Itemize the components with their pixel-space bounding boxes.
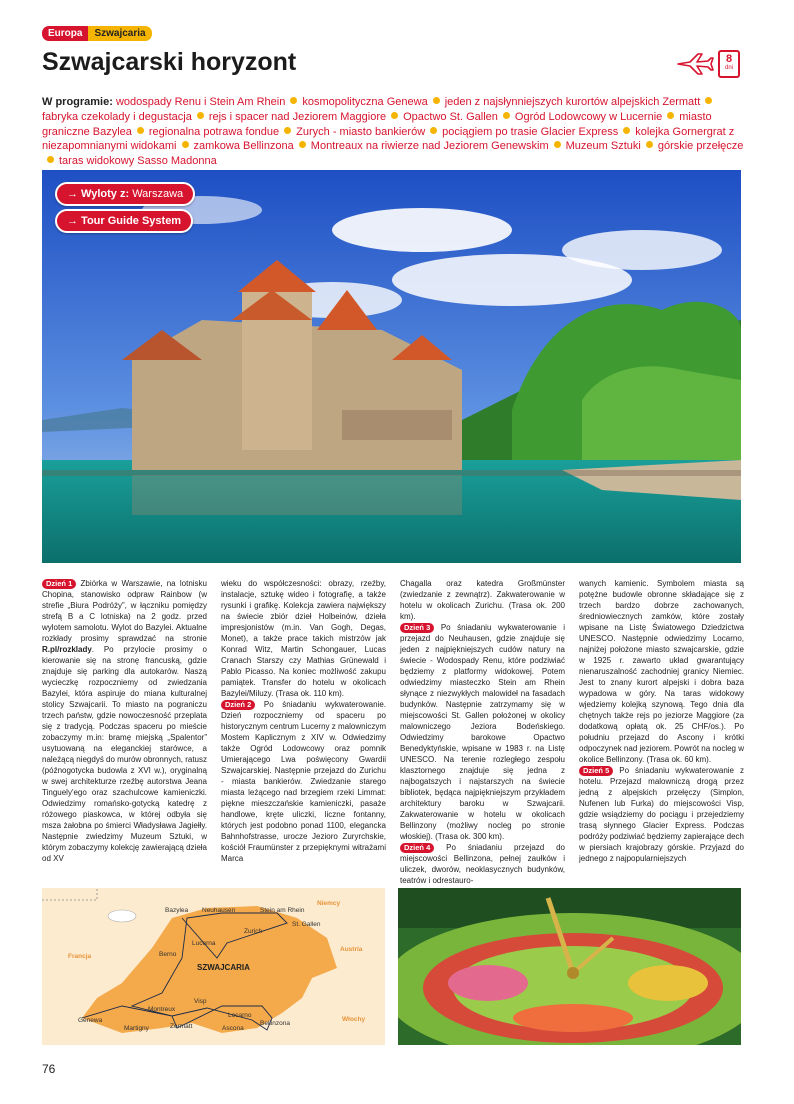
bullet-dot-icon (197, 112, 204, 119)
bullet-dot-icon (299, 141, 306, 148)
bullet-dot-icon (391, 112, 398, 119)
map-city-ascona: Ascona (222, 1025, 244, 1032)
days-badge (718, 50, 740, 78)
bullet-dot-icon (182, 141, 189, 148)
day-3-text: Po śniadaniu wykwaterowanie i przejazd do Neuhausen, gdzie znajduje się jeden z najpiękniejszych cudów natury na świecie - Wodospady Renu, które podziwiać będziemy z platformy widokowej. Potem odwiedzimy miasteczko Stein am Rhein słynące z niezwykłych malowideł na fasadach budynków. Następnie zatrzymamy się w miejscowości St. Gallen położonej w okolicy malowniczego Jeziora Bodeńskiego. Odwiedzimy barokowe Opactwo Benedyktyńskie, wpisane w 1983 r. na Listę UNESCO. Na terenie rozległego zespołu klasztornego znajduje się jedna z najbogatszych i najstarszych na świecie bibliotek, będąca najpiękniejszym przykładem architektury baroku w Szwajcarii. Zakwaterowanie w hotelu w okolicach Bellinzony (możliwy nocleg po stronie włoskiej). (Trasa ok. 300 km). (400, 623, 565, 841)
program-item: zamkowa Bellinzona (193, 140, 294, 153)
flights-label: → Wyloty z: (67, 188, 130, 200)
map-city-st-gallen: St. Gallen (292, 921, 321, 928)
day-1-text-a: Zbiórka w Warszawie, na lotnisku Chopina, stanowisko odpraw Rainbow (w strefie „Biura Podróży”, w łączniku pomiędzy strefą B a C lotniska) na 2 godz. przed wylotem samolotu. Wylot do Bazylei. Aktualne rozkłady prosimy sprawdzać na stronie (42, 579, 207, 643)
program-item: Ogród Lodowcowy w Lucernie (514, 110, 663, 123)
route-map (42, 888, 385, 1045)
bullet-dot-icon (646, 141, 653, 148)
days-number: 8 (725, 53, 733, 65)
plane-icon (676, 52, 714, 76)
map-city-bellinzona: Bellinzona (260, 1020, 290, 1027)
program-item: górskie przełęcze (657, 140, 744, 153)
program-item: Muzeum Sztuki (565, 140, 641, 153)
bullet-dot-icon (47, 156, 54, 163)
program-item: Opactwo St. Gallen (403, 110, 498, 123)
tag-country[interactable]: Szwajcaria (88, 26, 151, 41)
map-city-montreux: Montreux (148, 1006, 176, 1013)
flights-badge[interactable] (55, 182, 195, 206)
day-4-text-b: wanych kamienic. Symbolem miasta są potężne budowle obronne składające się z trzech bardzo dobrze zachowanych, średniowiecznych zamków, które zostały wpisane na Listę Światowego Dziedzictwa UNESCO. Następnie odwiedzimy Locarno, najniżej położone miasto szwajcarskie, gdzie w 1925 r. zawarto układ gwarantujący nienaruszalność zachodniej granicy Niemiec. Jest to znany kurort alpejski i dobra baza wypadowa w góry. Na taras widokowy wjedziemy kolejką szynową. Tego dnia dla chętnych także rejs po jeziorze Maggiore (za dodatkową opłatą ok. 25 CHF/os.). Po południu przejazd do Ascony i krótki odpoczynek nad jeziorem. Powrót na nocleg w okolice Bellinzony. (Trasa ok. 60 km). (579, 579, 744, 764)
map-city-martigny: Martigny (124, 1025, 149, 1032)
program-list (42, 95, 748, 169)
bullet-dot-icon (705, 97, 712, 104)
program-item: rejs i spacer nad Jeziorem Maggiore (208, 110, 387, 123)
map-city-zermatt: Zermatt (170, 1023, 193, 1030)
map-city-visp: Visp (194, 998, 207, 1005)
program-item: miasto graniczne Bazylea (42, 110, 712, 138)
bullet-dot-icon (623, 127, 630, 134)
map-city-neuhausen: Neuhausen (202, 907, 236, 914)
map-city-bazylea: Bazylea (165, 907, 189, 914)
program-item: kolejka Gornergrat z niezapomnianymi widokami (42, 125, 735, 153)
day-5-text: Po śniadaniu wykwaterowanie z hotelu. Przejazd malowniczą drogą przez jedną z alpejskich przełęczy (Simplon, Nufenen lub Furka) do miejscowości Visp, gdzie wsiądziemy do pociągu i przejedziemy trasą słynnego Glacier Express. Podczas podróży podziwiać będziemy zapierające dech w piersiach krajobrazy górskie. Przyjazd do jednego z najpopularniejszych (579, 766, 744, 863)
day-1-text-b: . Po przylocie prosimy o kierowanie się na stronę francuską, gdzie znajduje się parking dla autokarów. Naszą wycieczkę rozpoczniemy od zwiedzania Bazylei, która aspiruje do miana kulturalnej stolicy Szwajcarii. To miasto na pograniczu trzech państw, gdzie nowoczesność przeplata się z tradycją. Podczas spaceru po mieście zobaczymy m.in: bramę miejską „Spalentor” usytuowaną na eleganckiej starówce, a należącą niegdyś do murów obronnych, ratusz (późnogotycka budowla z XVI w.), oryginalną w swej architekturze rzeźbę autorstwa Jeana Tinguely'ego oraz szachulcowe kamieniczki. Odwiedzimy romańsko-gotycką katedrę z różowego piaskowca, w której odbyła się msza żałobna po śmierci Władysława Jagiełły. Następnie zwiedzimy Muzeum Sztuki, w którym zobaczymy kolekcję zawierającą dzieła od XV (42, 645, 207, 863)
day-1-text-c: wieku do współczesności: obrazy, rzeźby, instalacje, sztukę wideo i fotografię, a także rysunki i grafikę. Kolekcja zawiera największy na świecie zbiór dzieł Holbeinów, dzieła impresjonistów (m.in. Van Gogh, Degas, Monet), a także prace takich mistrzów jak Konrad Witz, Martin Schongauer, Lucas Cranach Starszy czy Mathias Grünewald i Pablo Picasso. Na koniec możliwość zakupu pamiątek. Transfer do hotelu w okolicach Bazylei/Miluzy. (Trasa ok. 110 km). (221, 579, 386, 698)
map-city-zurich: Zurich (244, 928, 263, 935)
map-city-stein: Stein am Rhein (260, 907, 305, 914)
program-item: Montreaux na riwierze nad Jeziorem Genewskim (310, 140, 549, 153)
column-4 (579, 578, 744, 878)
program-item: regionalna potrawa fondue (148, 125, 280, 138)
map-neighbor-francja: Francja (68, 953, 92, 960)
day-1-label: Dzień 1 (42, 579, 76, 589)
program-item: taras widokowy Sasso Madonna (59, 155, 217, 168)
day-5-label: Dzień 5 (579, 766, 613, 776)
map-city-lucerna: Lucerna (192, 940, 216, 947)
program-item: wodospady Renu i Stein Am Rhein (115, 96, 286, 108)
breadcrumb-tags (42, 26, 152, 41)
flower-clock-photo (398, 888, 741, 1045)
tag-continent[interactable]: Europa (42, 26, 88, 41)
bullet-dot-icon (284, 127, 291, 134)
program-item: jeden z najsłynniejszych kurortów alpejskich Zermatt (444, 96, 701, 108)
bullet-dot-icon (554, 141, 561, 148)
program-label: W programie: (42, 96, 113, 108)
day-4-text: Po śniadaniu przejazd do miejscowości Bellinzona, pełnej zaułków i uliczek, dworów, neoklasycznych budynków, teatrów i odrestauro- (400, 843, 565, 885)
bullet-dot-icon (137, 127, 144, 134)
column-2 (221, 578, 386, 878)
day-2-label: Dzień 2 (221, 700, 255, 710)
map-neighbor-niemcy: Niemcy (317, 900, 341, 907)
bullet-dot-icon (433, 97, 440, 104)
column-3 (400, 578, 565, 885)
bullet-dot-icon (667, 112, 674, 119)
flights-value: Warszawa (132, 188, 184, 200)
page-number: 76 (42, 1062, 56, 1076)
page-title: Szwajcarski horyzont (42, 48, 297, 76)
itinerary-text (42, 578, 744, 885)
column-1 (42, 578, 207, 878)
day-2-text-b: Chagalla oraz katedra Großmünster (zwiedzanie z zewnątrz). Zakwaterowanie w hotelu w okolicach Zurichu. (Trasa ok. 200 km). (400, 579, 565, 621)
map-country-label: SZWAJCARIA (197, 963, 250, 972)
program-item: fabryka czekolady i degustacja (42, 110, 192, 123)
day-2-text: Po śniadaniu wykwaterowanie. Dzień rozpoczniemy od spaceru po historycznym centrum Lucerny z malowniczym Mostem Kaplicznym z XIV w. Odwiedzimy także Ogród Lodowcowy oraz pomnik Umierającego Lwa poświęcony Gwardii Szwajcarskiej. Następnie przejazd do Zurichu - miasta bankierów. Zwiedzanie starego miasta leżącego nad brzegiem rzeki Limmat: piękne mieszczańskie kamieniczki, pasaże handlowe, kręte uliczki, liczne fontanny, których jest podobno ponad 1100, elegancka Bahnhofstrasse, urocze Jezioro Zuryrchskie, kościół Fraumünster z przepięknymi witrażami Marca (221, 700, 386, 863)
days-label: dni (724, 65, 733, 71)
bullet-dot-icon (430, 127, 437, 134)
map-city-locarno: Locarno (228, 1012, 252, 1019)
bullet-dot-icon (503, 112, 510, 119)
map-neighbor-wlochy: Włochy (342, 1016, 366, 1023)
program-item: Zurych - miasto bankierów (296, 125, 426, 138)
day-4-label: Dzień 4 (400, 843, 434, 853)
map-city-berno: Berno (159, 951, 177, 958)
program-item: kosmopolityczna Genewa (302, 96, 428, 108)
bullet-dot-icon (290, 97, 297, 104)
tour-guide-badge[interactable]: → Tour Guide System (55, 209, 193, 233)
day-3-label: Dzień 3 (400, 623, 434, 633)
program-item: pociągiem po trasie Glacier Express (442, 125, 619, 138)
map-city-genewa: Genewa (78, 1017, 103, 1024)
schedule-link[interactable]: R.pl/rozklady (42, 645, 92, 654)
map-neighbor-austria: Austria (340, 946, 363, 953)
